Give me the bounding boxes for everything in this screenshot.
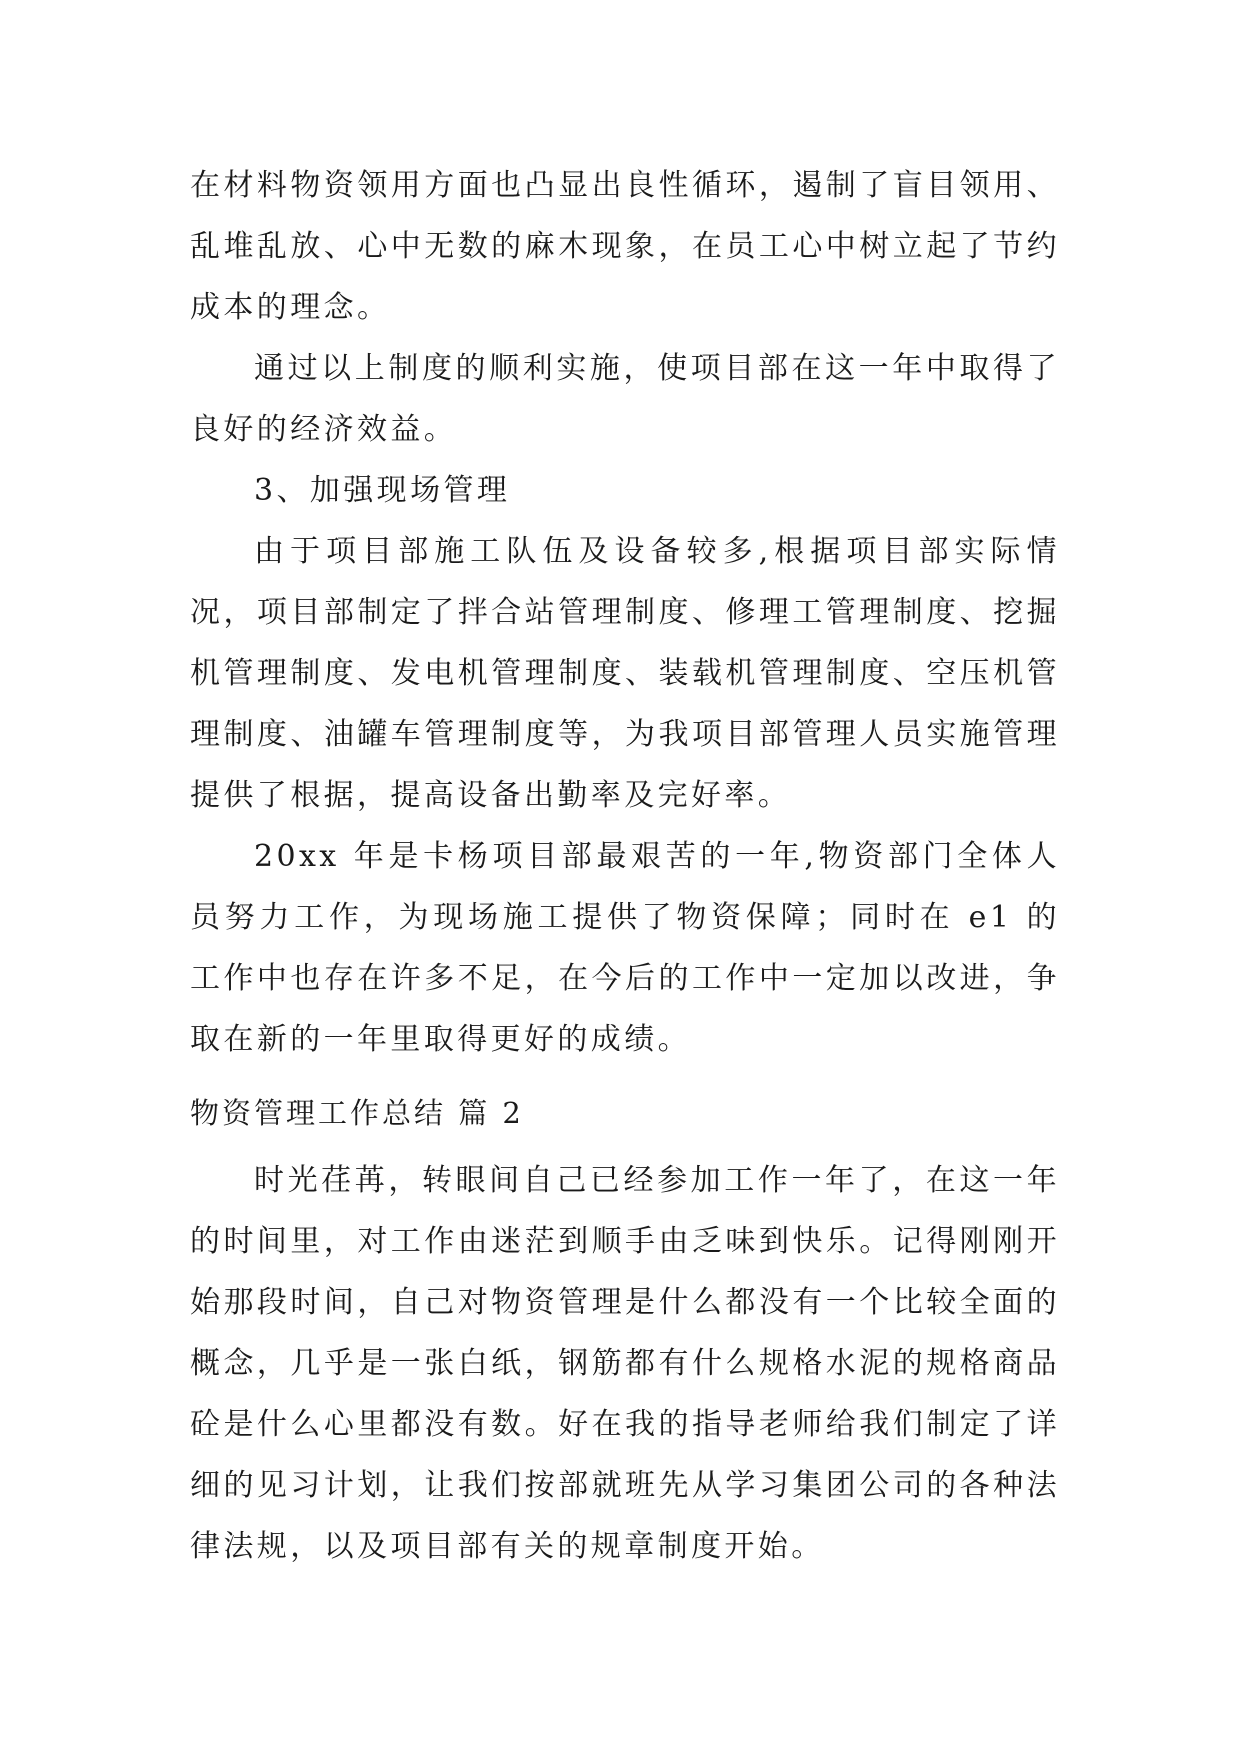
paragraph-5: 20xx 年是卡杨项目部最艰苦的一年,物资部门全体人员努力工作，为现场施工提供了物资保障；同时在 e1 的工作中也存在许多不足，在今后的工作中一定加以改进，争取在新的一年里取得更好的成绩。 <box>190 839 1060 1057</box>
section-title: 物资管理工作总结 篇 2 <box>190 1096 524 1130</box>
paragraph-6: 时光荏苒，转眼间自己已经参加工作一年了，在这一年的时间里，对工作由迷茫到顺手由乏味到快乐。记得刚刚开始那段时间，自己对物资管理是什么都没有一个比较全面的概念，几乎是一张白纸，钢筋都有什么规格水泥的规格商品砼是什么心里都没有数。好在我的指导老师给我们制定了详细的见习计划，让我们按部就班先从学习集团公司的各种法律法规，以及项目部有关的规章制度开始。 <box>190 1163 1060 1564</box>
subheading-strengthen-site-management: 3、加强现场管理 <box>254 473 511 508</box>
paragraph-2: 通过以上制度的顺利实施，使项目部在这一年中取得了良好的经济效益。 <box>190 351 1060 447</box>
paragraph-1: 在材料物资领用方面也凸显出良性循环，遏制了盲目领用、乱堆乱放、心中无数的麻木现象，在员工心中树立起了节约成本的理念。 <box>190 168 1060 325</box>
paragraph-4: 由于项目部施工队伍及设备较多,根据项目部实际情况，项目部制定了拌合站管理制度、修理工管理制度、挖掘机管理制度、发电机管理制度、装载机管理制度、空压机管理制度、油罐车管理制度等，为我项目部管理人员实施管理提供了根据，提高设备出勤率及完好率。 <box>190 534 1060 813</box>
body-text-part-2 <box>190 1150 1060 1577</box>
body-text-part-1 <box>190 155 1060 1070</box>
